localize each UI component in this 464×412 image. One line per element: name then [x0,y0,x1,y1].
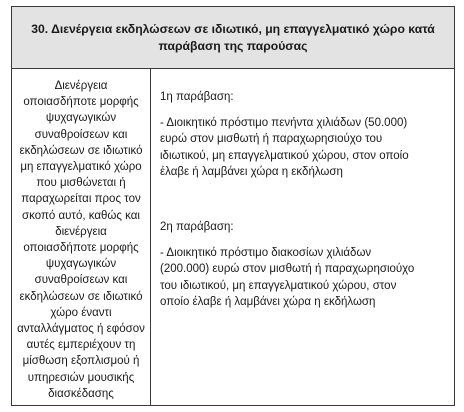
penalty-table [11,6,455,406]
offense-line: μη επαγγελματικό χώρο [20,161,142,174]
penalty-line: οποίο έλαβε ή λαμβάνει χώρα η εκδήλωση [160,296,376,308]
penalty-line: - Διοικητικό πρόστιμο πενήντα χιλιάδων (50.000) [160,116,408,129]
offense-line: ψυχαγωγικών [45,258,117,271]
penalty-line: έλαβε ή λαμβάνει χώρα η εκδήλωση [160,166,343,178]
header-line-1: 30. Διενέργεια εκδηλώσεων σε ιδιωτικό, μη επαγγελματικό χώρο κατά [31,21,435,36]
header-line-2: παράβαση της παρούσας [158,38,308,53]
table-header-title [31,21,435,55]
offense-line: αυτές εμπεριέχουν τη [26,339,136,352]
second-offense-heading: 2η παράβαση: [160,221,234,233]
offense-line: συναθροίσεων και [34,128,128,141]
penalty-line: (200.000) ευρώ στον μισθωτή ή παραχωρησιούχο [160,263,415,275]
penalty-line: ευρώ στον μισθωτή ή παραχωρησιούχο του [160,133,383,145]
offense-line: χώρο έναντι [50,306,112,319]
offense-line: μίσθωση εξοπλισμού ή [22,355,140,368]
offense-line: παραχωρείται προς τον [21,193,141,206]
offense-line: οποιασδήποτε μορφής [23,242,139,255]
first-offense-block [160,89,442,181]
offense-line: Διενέργεια [54,80,108,92]
offense-line: υπηρεσιών μουσικής [27,371,135,384]
second-offense-penalty [160,245,442,311]
offense-line: που μισθώνεται ή [36,177,126,190]
penalty-line: ιδιωτικού, μη επαγγελματικού χώρου, στον οποίο [160,149,409,162]
offense-description [14,78,148,402]
offense-line: εκδηλώσεων σε ιδιωτικό [19,290,143,303]
offense-line: διενέργεια [55,225,107,238]
offense-line: σκοπό αυτό, καθώς και [22,209,140,222]
offense-line: ψυχαγωγικών [45,112,117,125]
offense-line: οποιασδήποτε μορφής [23,96,139,109]
table-header [12,7,454,69]
second-offense-block [160,219,442,311]
first-offense-penalty [160,115,442,181]
first-offense-heading: 1η παράβαση: [160,91,234,103]
penalty-line: - Διοικητικό πρόστιμο διακοσίων χιλιάδων [160,246,372,259]
penalty-line: του ιδιωτικού, μη επαγγελματικού χώρου, στον [160,279,397,292]
offense-line: συναθροίσεων και [34,274,128,287]
penalties-cell [151,69,454,405]
offense-cell [12,69,151,405]
offense-line: διασκέδασης [48,387,114,400]
offense-line: ανταλλάγματος ή εφόσον [17,323,145,336]
offense-line: εκδηλώσεων σε ιδιωτικό [19,144,143,157]
